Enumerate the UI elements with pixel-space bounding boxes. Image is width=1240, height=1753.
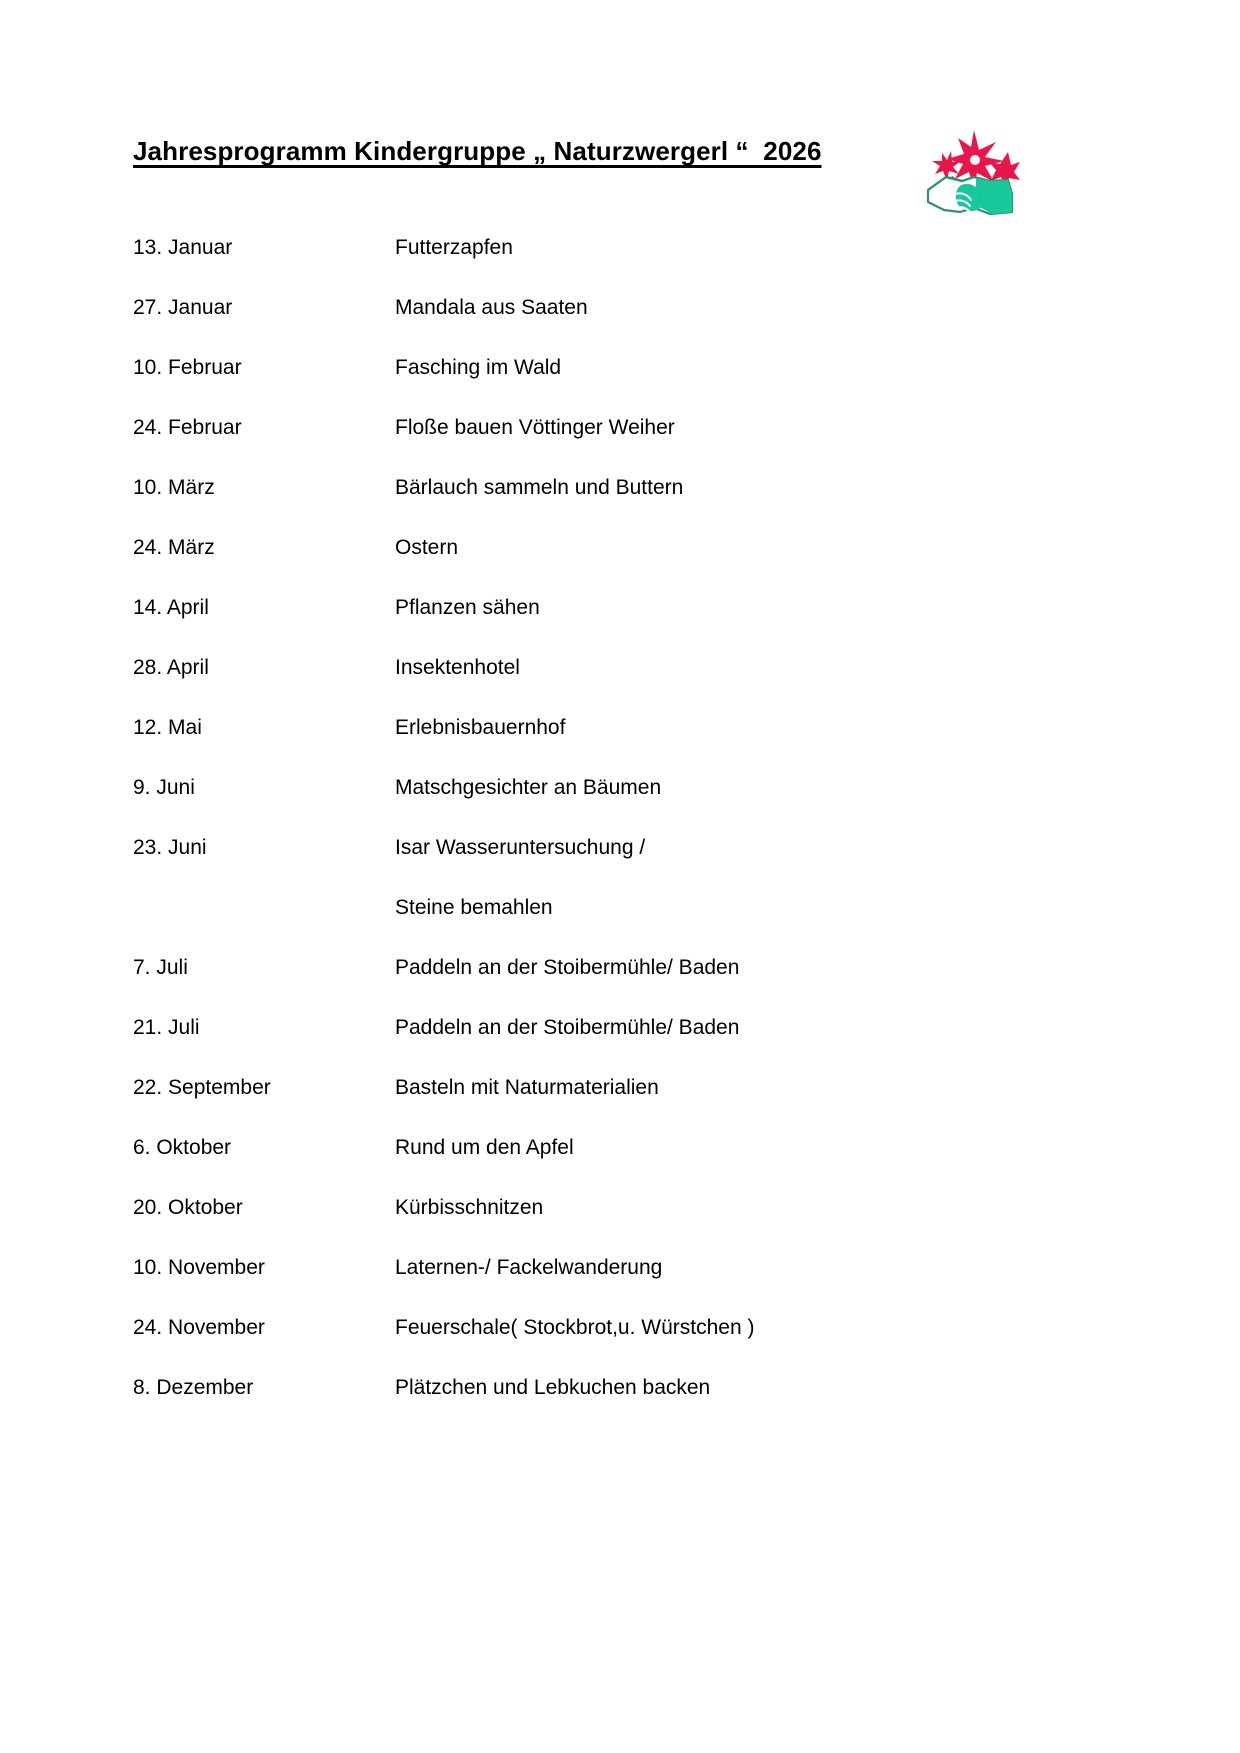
program-row — [0, 578, 1240, 638]
program-activity: Rund um den Apfel — [395, 1136, 574, 1159]
program-activity: Paddeln an der Stoibermühle/ Baden — [395, 956, 740, 979]
program-row — [0, 218, 1240, 278]
program-activity: Steine bemahlen — [395, 896, 553, 919]
program-date: 28. April — [133, 656, 209, 679]
program-activity: Insektenhotel — [395, 656, 520, 679]
program-date: 10. März — [133, 476, 215, 499]
program-activity: Basteln mit Naturmaterialien — [395, 1076, 659, 1099]
program-activity: Ostern — [395, 536, 459, 559]
program-date: 24. Februar — [133, 416, 242, 439]
program-row — [0, 518, 1240, 578]
program-activity: Feuerschale( Stockbrot,u. Würstchen ) — [395, 1316, 755, 1339]
program-row-continuation — [0, 878, 1240, 938]
program-row — [0, 1238, 1240, 1298]
program-date: 24. November — [133, 1316, 265, 1339]
program-date: 9. Juni — [133, 776, 195, 799]
program-date: 10. Februar — [133, 356, 242, 379]
program-activity: Fasching im Wald — [395, 356, 562, 379]
program-date: 14. April — [133, 596, 209, 619]
program-activity: Bärlauch sammeln und Buttern — [395, 476, 684, 499]
program-row — [0, 938, 1240, 998]
program-row — [0, 278, 1240, 338]
program-row — [0, 1118, 1240, 1178]
program-activity: Floße bauen Vöttinger Weiher — [395, 416, 675, 439]
organization-logo — [916, 124, 1020, 216]
program-activity: Plätzchen und Lebkuchen backen — [395, 1376, 711, 1399]
program-date: 8. Dezember — [133, 1376, 254, 1399]
program-row — [0, 998, 1240, 1058]
program-row — [0, 698, 1240, 758]
program-date: 7. Juli — [133, 956, 188, 979]
program-row — [0, 1178, 1240, 1238]
program-row — [0, 638, 1240, 698]
program-date: 10. November — [133, 1256, 265, 1279]
program-date: 24. März — [133, 536, 215, 559]
program-row — [0, 458, 1240, 518]
document-header — [0, 118, 1240, 218]
program-activity: Futterzapfen — [395, 236, 513, 259]
program-activity: Laternen-/ Fackelwanderung — [395, 1256, 663, 1279]
program-date: 22. September — [133, 1076, 271, 1099]
program-date: 13. Januar — [133, 236, 233, 259]
program-activity: Pflanzen sähen — [395, 596, 540, 619]
program-activity: Kürbisschnitzen — [395, 1196, 544, 1219]
program-activity: Matschgesichter an Bäumen — [395, 776, 662, 799]
program-activity: Erlebnisbauernhof — [395, 716, 566, 739]
program-date: 6. Oktober — [133, 1136, 232, 1159]
program-list — [0, 218, 1240, 1418]
page-title: Jahresprogramm Kindergruppe „ Naturzwergerl “ 2026 — [133, 136, 822, 167]
program-row — [0, 1058, 1240, 1118]
program-row — [0, 758, 1240, 818]
program-activity: Isar Wasseruntersuchung / — [395, 836, 646, 859]
handshake-icon — [928, 177, 1012, 214]
program-date: 12. Mai — [133, 716, 202, 739]
program-date: 21. Juli — [133, 1016, 200, 1039]
program-row — [0, 398, 1240, 458]
program-date: 23. Juni — [133, 836, 207, 859]
program-row — [0, 818, 1240, 878]
program-activity: Mandala aus Saaten — [395, 296, 588, 319]
program-row — [0, 338, 1240, 398]
program-row — [0, 1298, 1240, 1358]
program-row — [0, 1358, 1240, 1418]
program-activity: Paddeln an der Stoibermühle/ Baden — [395, 1016, 740, 1039]
program-date: 20. Oktober — [133, 1196, 243, 1219]
program-date: 27. Januar — [133, 296, 233, 319]
